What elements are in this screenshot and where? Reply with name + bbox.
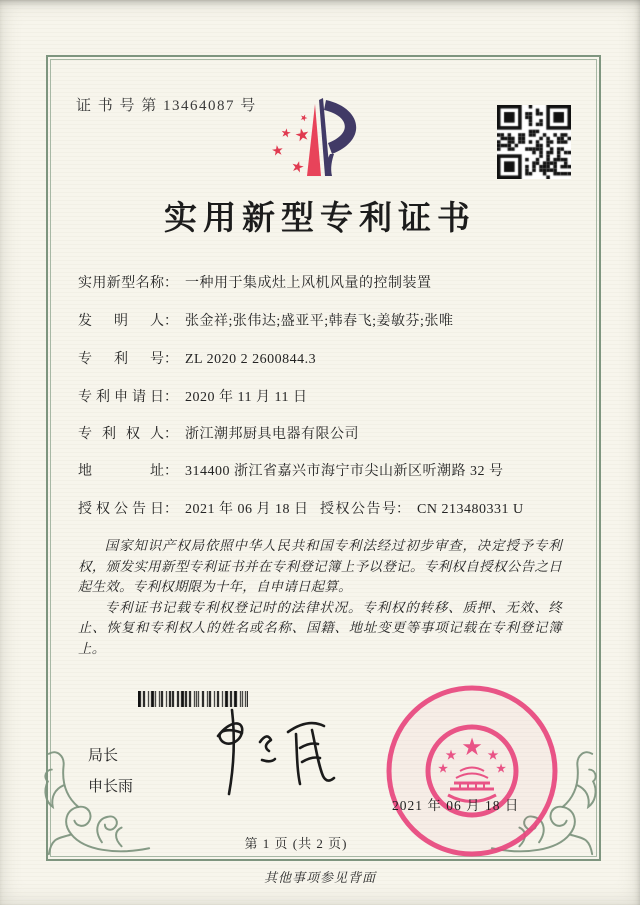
field-row-inventors	[78, 310, 564, 330]
svg-text:★: ★	[279, 125, 293, 141]
legal-paragraph-1: 国家知识产权局依照中华人民共和国专利法经过初步审查，决定授予专利权，颁发实用新型专利证书并在专利登记簿上予以登记。专利权自授权公告之日起生效。专利权期限为十年，自申请日起算。	[78, 538, 562, 595]
director-title: 局长	[88, 748, 119, 764]
qr-code	[497, 105, 571, 179]
field-label: 实用新型名称	[78, 276, 164, 291]
colon: ：	[396, 502, 410, 517]
colon: ：	[164, 502, 178, 517]
see-back-note: 其他事项参见背面	[263, 870, 376, 885]
colon: ：	[164, 314, 178, 329]
svg-text:★: ★	[445, 748, 457, 762]
svg-text:★: ★	[298, 111, 310, 124]
legal-text	[78, 536, 562, 660]
field-label: 专利号	[78, 352, 164, 367]
svg-text:★: ★	[496, 763, 506, 775]
field-value: CN 213480331 U	[417, 502, 524, 517]
svg-text:★: ★	[270, 143, 285, 160]
field-value: 一种用于集成灶上风机风量的控制装置	[185, 276, 432, 291]
svg-text:★: ★	[462, 735, 482, 759]
certificate-title: 实用新型专利证书	[164, 201, 476, 237]
field-value: 张金祥;张伟达;盛亚平;韩春飞;姜敏芬;张唯	[185, 314, 454, 329]
colon: ：	[164, 427, 178, 442]
barcode	[138, 691, 248, 707]
director-signature	[196, 706, 346, 802]
certificate-number: 证 书 号 第 13464087 号	[76, 98, 257, 114]
svg-text:★: ★	[289, 158, 306, 178]
colon: ：	[164, 352, 178, 367]
svg-text:★: ★	[487, 748, 499, 762]
director-name: 申长雨	[88, 779, 134, 795]
field-label: 专利申请日	[78, 390, 164, 405]
field-label: 专利权人	[78, 427, 164, 442]
colon: ：	[164, 464, 178, 479]
field-value: 314400 浙江省嘉兴市海宁市尖山新区听潮路 32 号	[185, 464, 504, 479]
field-row-patentee	[78, 423, 564, 443]
svg-text:★: ★	[292, 124, 312, 146]
field-label: 授权公告号	[320, 502, 396, 517]
field-value: 2021 年 06 月 18 日	[185, 502, 309, 517]
field-label: 地址	[78, 464, 164, 479]
grant-number-group	[320, 498, 524, 518]
page-number: 第 1 页 (共 2 页)	[244, 836, 348, 851]
field-label: 发明人	[78, 314, 164, 329]
seal-date: 2021 年 06 月 18 日	[392, 798, 520, 813]
field-row-patent-number	[78, 348, 564, 368]
field-row-address	[78, 460, 564, 480]
field-row-name	[78, 272, 564, 292]
field-label: 授权公告日	[78, 502, 164, 517]
legal-paragraph-2: 专利证书记载专利权登记时的法律状况。专利权的转移、质押、无效、终止、恢复和专利权人的姓名或名称、国籍、地址变更等事项记载在专利登记簿上。	[78, 599, 562, 656]
field-row-grant	[78, 498, 564, 518]
field-value: 2020 年 11 月 11 日	[185, 390, 308, 405]
svg-text:★: ★	[438, 763, 448, 775]
field-row-filing-date	[78, 386, 564, 406]
colon: ：	[164, 390, 178, 405]
cnipa-logo-icon	[252, 86, 388, 194]
field-value: 浙江潮邦厨具电器有限公司	[185, 427, 359, 442]
field-value: ZL 2020 2 2600844.3	[185, 352, 317, 367]
colon: ：	[164, 276, 178, 291]
